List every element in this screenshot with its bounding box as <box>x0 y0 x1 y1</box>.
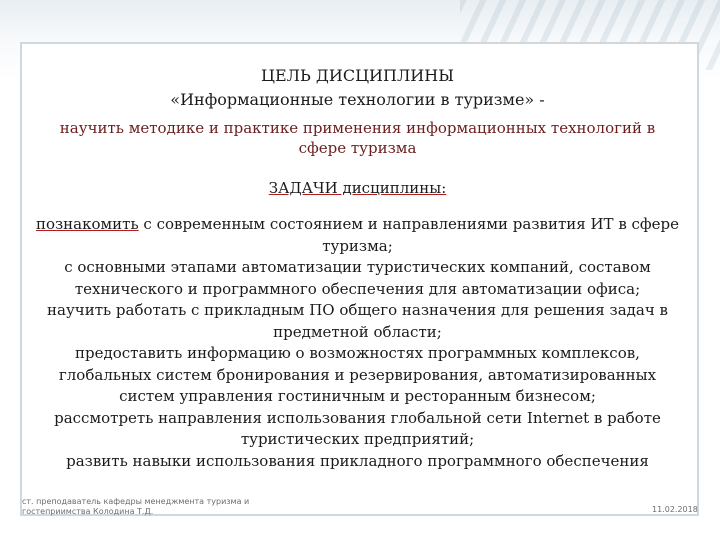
footer-date: 11.02.2018 <box>652 505 698 514</box>
task-lead-word: познакомить <box>35 215 139 233</box>
task-item: предоставить информацию о возможностях программных комплексов, глобальных систем бронирования и резервирования, автоматизированных систем управления гостиничным и ресторанным бизнесом; <box>58 344 657 405</box>
task-item: развить навыки использования прикладного программного обеспечения <box>66 451 649 470</box>
tasks-list <box>22 214 693 472</box>
course-title: «Информационные технологии в туризме» - <box>170 90 545 109</box>
task-item: научить работать с прикладным ПО общего назначения для решения задач в предметной области; <box>47 301 668 341</box>
task-item: рассмотреть направления использования глобальной сети Internet в работе туристических предприятий; <box>54 408 661 448</box>
tasks-heading <box>22 178 693 198</box>
slide-content <box>22 44 693 472</box>
task-item: с основными этапами автоматизации туристических компаний, составом технического и программного обеспечения для автоматизации офиса; <box>64 258 651 298</box>
title-heading: ЦЕЛЬ ДИСЦИПЛИНЫ <box>261 66 454 85</box>
task-text: с современным состоянием и направлениями развития ИТ в сфере туризма; <box>138 215 680 255</box>
course-goal: научить методике и практике применения информационных технологий в сфере туризма <box>59 119 656 157</box>
tasks-heading-text: ЗАДАЧИ дисциплины: <box>268 179 447 197</box>
task-item <box>32 214 683 257</box>
footer-author: ст. преподаватель кафедры менеджмента туризма и гостеприимства Колодина Т.Д. <box>22 497 250 516</box>
